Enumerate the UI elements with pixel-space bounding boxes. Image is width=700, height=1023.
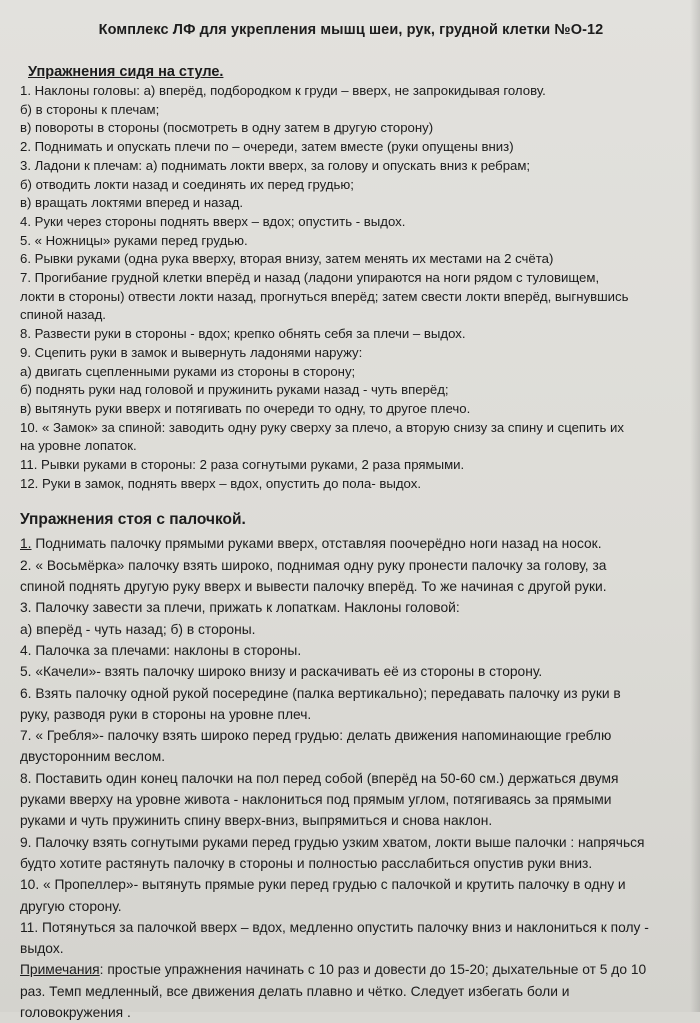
text-line: руку, разводя руки в стороны на уровне плеч. [20,706,312,722]
text-line: руками вверху на уровне живота - наклониться под прямым углом, потягиваясь за прямыми [20,792,612,808]
text-line: в) повороты в стороны (посмотреть в одну затем в другую сторону) [20,120,434,136]
notes-label: Примечания [20,962,100,978]
text-line: б) поднять руки над головой и пружинить руками назад - чуть вперёд; [20,382,449,398]
notes-line: раз. Темп медленный, все движения делать плавно и чётко. Следует избегать боли и [20,983,570,999]
text-line: 10. « Пропеллер»- вытянуть прямые руки перед грудью с палочкой и крутить палочку в одну и [20,877,626,893]
text-line: 6. Взять палочку одной рукой посередине (палка вертикально); передавать палочку из руки в [20,685,621,701]
text-line: двусторонним веслом. [20,749,166,765]
text-line: спиной поднять другую руку вверх и вывести палочку вперёд. То же начиная с другой руки. [20,579,607,595]
text-line: 12. Руки в замок, поднять вверх – вдох, опустить до пола- выдох. [20,475,421,491]
text-line: 4. Руки через стороны поднять вверх – вдох; опустить - выдох. [20,213,406,229]
text-line: 11. Потянуться за палочкой вверх – вдох, медленно опустить палочку вниз и наклониться к полу - [20,919,649,935]
text-line: будто хотите растянуть палочку в стороны и полностью расслабиться опустив руки вниз. [20,855,593,871]
text-line: 8. Развести руки в стороны - вдох; крепко обнять себя за плечи – выдох. [20,326,466,342]
standing-exercises-list [20,533,682,959]
text-line: 2. Поднимать и опускать плечи по – очереди, затем вместе (руки опущены вниз) [20,139,514,155]
text-line: 7. Прогибание грудной клетки вперёд и назад (ладони упираются на ноги рядом с туловищем, [20,270,600,286]
text-line: б) в стороны к плечам; [20,101,160,117]
text-line: 7. « Гребля»- палочку взять широко перед грудью: делать движения напоминающие греблю [20,728,612,744]
text-line: руками и чуть пружинить спину вверх-вниз, выпрямиться и снова наклон. [20,813,493,829]
text-line: 1. Поднимать палочку прямыми руками вверх, отставляя поочерёдно ноги назад на носок. [20,536,602,552]
text-line: в) вытянуть руки вверх и потягивать по очереди то одну, то другое плечо. [20,400,471,416]
text-line: 5. «Качели»- взять палочку широко внизу и раскачивать её из стороны в сторону. [20,664,543,680]
notes-line: головокружения . [20,1005,131,1020]
text-line: 6. Рывки руками (одна рука вверху, вторая внизу, затем менять их местами на 2 счёта) [20,251,554,267]
text-line: а) вперёд - чуть назад; б) в стороны. [20,621,256,637]
text-line: 8. Поставить один конец палочки на пол перед собой (вперёд на 50-60 см.) держаться двумя [20,770,619,786]
text-line: 4. Палочка за плечами: наклоны в стороны. [20,642,302,658]
section-heading-standing: Упражнения стоя с палочкой. [20,511,246,529]
notes-line: Примечания: простые упражнения начинать с 10 раз и довести до 15-20; дыхательные от 5 до 10 [20,962,647,978]
text-line: 11. Рывки руками в стороны: 2 раза согнутыми руками, 2 раза прямыми. [20,457,465,473]
item-number: 1. [20,536,32,552]
text-line: выдох. [20,941,64,957]
text-line: локти в стороны) отвести локти назад, прогнуться вперёд; затем свести локти вперёд, выгнувшись [20,288,629,304]
text-line: 3. Ладони к плечам: а) поднимать локти вверх, за голову и опускать вниз к ребрам; [20,157,531,173]
sitting-exercises-list [20,82,682,493]
text-line: а) двигать сцепленными руками из стороны в сторону; [20,363,356,379]
section-heading-sitting: Упражнения сидя на стуле. [28,64,224,80]
text-line: 9. Сцепить руки в замок и вывернуть ладонями наружу: [20,344,363,360]
page-edge-shadow [690,0,700,1012]
text-line: 9. Палочку взять согнутыми руками перед грудью узким хватом, локти выше палочки : напрячься [20,834,645,850]
text-line: 3. Палочку завести за плечи, прижать к лопаткам. Наклоны головой: [20,600,460,616]
text-line: 10. « Замок» за спиной: заводить одну руку сверху за плечо, а вторую снизу за спину и сцепить их [20,419,624,435]
text-line: 5. « Ножницы» руками перед грудью. [20,232,248,248]
text-line: на уровне лопаток. [20,438,137,454]
text-line: в) вращать локтями вперед и назад. [20,195,244,211]
text-line: 2. « Восьмёрка» палочку взять широко, поднимая одну руку пронести палочку за голову, за [20,557,607,573]
document-title: Комплекс ЛФ для укрепления мышц шеи, рук, грудной клетки №О-12 [98,22,604,38]
text-line: 1. Наклоны головы: а) вперёд, подбородком к груди – вверх, не запрокидывая голову. [20,83,546,98]
text-line: другую сторону. [20,898,122,914]
text-line: спиной назад. [20,307,106,323]
text-line: б) отводить локти назад и соединять их перед грудью; [20,176,354,192]
